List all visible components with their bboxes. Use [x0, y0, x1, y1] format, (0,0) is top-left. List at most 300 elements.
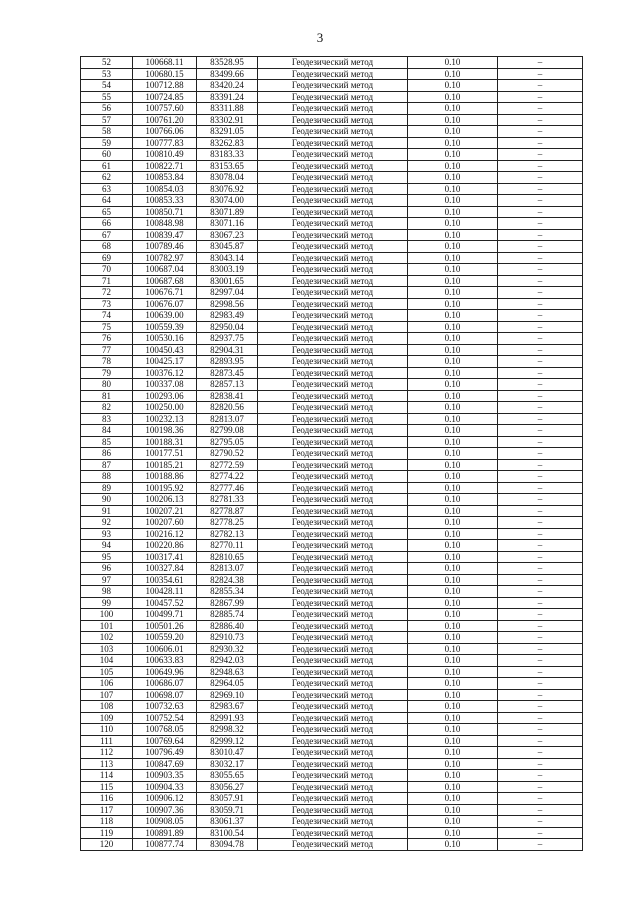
- x-coordinate-cell: 100680.15: [133, 68, 197, 80]
- method-cell: Геодезический метод: [258, 91, 408, 103]
- description-cell: –: [498, 91, 583, 103]
- accuracy-cell: 0.10: [408, 172, 498, 184]
- method-cell: Геодезический метод: [258, 793, 408, 805]
- accuracy-cell: 0.10: [408, 126, 498, 138]
- point-number-cell: 93: [81, 528, 133, 540]
- x-coordinate-cell: 100559.20: [133, 632, 197, 644]
- y-coordinate-cell: 83045.87: [197, 241, 258, 253]
- table-row: [81, 689, 583, 701]
- description-cell: –: [498, 114, 583, 126]
- description-cell: –: [498, 482, 583, 494]
- x-coordinate-cell: 100839.47: [133, 229, 197, 241]
- y-coordinate-cell: 82930.32: [197, 643, 258, 655]
- accuracy-cell: 0.10: [408, 793, 498, 805]
- point-number-cell: 120: [81, 839, 133, 851]
- accuracy-cell: 0.10: [408, 678, 498, 690]
- method-cell: Геодезический метод: [258, 218, 408, 230]
- point-number-cell: 72: [81, 287, 133, 299]
- x-coordinate-cell: 100853.84: [133, 172, 197, 184]
- x-coordinate-cell: 100848.98: [133, 218, 197, 230]
- x-coordinate-cell: 100766.06: [133, 126, 197, 138]
- description-cell: –: [498, 459, 583, 471]
- point-number-cell: 76: [81, 333, 133, 345]
- x-coordinate-cell: 100177.51: [133, 448, 197, 460]
- point-number-cell: 68: [81, 241, 133, 253]
- y-coordinate-cell: 83183.33: [197, 149, 258, 161]
- y-coordinate-cell: 82885.74: [197, 609, 258, 621]
- description-cell: –: [498, 701, 583, 713]
- accuracy-cell: 0.10: [408, 298, 498, 310]
- point-number-cell: 114: [81, 770, 133, 782]
- method-cell: Геодезический метод: [258, 149, 408, 161]
- y-coordinate-cell: 82999.12: [197, 735, 258, 747]
- table-row: [81, 574, 583, 586]
- point-number-cell: 75: [81, 321, 133, 333]
- table-row: [81, 620, 583, 632]
- x-coordinate-cell: 100757.60: [133, 103, 197, 115]
- coordinates-table-body: [81, 57, 583, 851]
- method-cell: Геодезический метод: [258, 517, 408, 529]
- x-coordinate-cell: 100195.92: [133, 482, 197, 494]
- y-coordinate-cell: 82781.33: [197, 494, 258, 506]
- point-number-cell: 100: [81, 609, 133, 621]
- point-number-cell: 108: [81, 701, 133, 713]
- method-cell: Геодезический метод: [258, 344, 408, 356]
- method-cell: Геодезический метод: [258, 321, 408, 333]
- table-row: [81, 310, 583, 322]
- x-coordinate-cell: 100559.39: [133, 321, 197, 333]
- point-number-cell: 61: [81, 160, 133, 172]
- method-cell: Геодезический метод: [258, 206, 408, 218]
- method-cell: Геодезический метод: [258, 195, 408, 207]
- x-coordinate-cell: 100686.07: [133, 678, 197, 690]
- table-row: [81, 770, 583, 782]
- method-cell: Геодезический метод: [258, 459, 408, 471]
- y-coordinate-cell: 83420.24: [197, 80, 258, 92]
- description-cell: –: [498, 793, 583, 805]
- description-cell: –: [498, 137, 583, 149]
- point-number-cell: 90: [81, 494, 133, 506]
- description-cell: –: [498, 586, 583, 598]
- point-number-cell: 54: [81, 80, 133, 92]
- accuracy-cell: 0.10: [408, 724, 498, 736]
- y-coordinate-cell: 83032.17: [197, 758, 258, 770]
- point-number-cell: 89: [81, 482, 133, 494]
- accuracy-cell: 0.10: [408, 287, 498, 299]
- description-cell: –: [498, 643, 583, 655]
- table-row: [81, 114, 583, 126]
- description-cell: –: [498, 183, 583, 195]
- x-coordinate-cell: 100530.16: [133, 333, 197, 345]
- point-number-cell: 86: [81, 448, 133, 460]
- method-cell: Геодезический метод: [258, 333, 408, 345]
- table-row: [81, 149, 583, 161]
- accuracy-cell: 0.10: [408, 689, 498, 701]
- accuracy-cell: 0.10: [408, 160, 498, 172]
- method-cell: Геодезический метод: [258, 597, 408, 609]
- accuracy-cell: 0.10: [408, 609, 498, 621]
- accuracy-cell: 0.10: [408, 195, 498, 207]
- x-coordinate-cell: 100850.71: [133, 206, 197, 218]
- y-coordinate-cell: 82813.07: [197, 413, 258, 425]
- x-coordinate-cell: 100354.61: [133, 574, 197, 586]
- point-number-cell: 119: [81, 827, 133, 839]
- table-row: [81, 758, 583, 770]
- description-cell: –: [498, 735, 583, 747]
- accuracy-cell: 0.10: [408, 827, 498, 839]
- method-cell: Геодезический метод: [258, 402, 408, 414]
- point-number-cell: 103: [81, 643, 133, 655]
- method-cell: Геодезический метод: [258, 678, 408, 690]
- description-cell: –: [498, 666, 583, 678]
- table-row: [81, 482, 583, 494]
- point-number-cell: 105: [81, 666, 133, 678]
- x-coordinate-cell: 100450.43: [133, 344, 197, 356]
- point-number-cell: 78: [81, 356, 133, 368]
- method-cell: Геодезический метод: [258, 229, 408, 241]
- y-coordinate-cell: 82983.49: [197, 310, 258, 322]
- table-row: [81, 241, 583, 253]
- x-coordinate-cell: 100676.71: [133, 287, 197, 299]
- point-number-cell: 67: [81, 229, 133, 241]
- table-row: [81, 367, 583, 379]
- point-number-cell: 96: [81, 563, 133, 575]
- accuracy-cell: 0.10: [408, 436, 498, 448]
- description-cell: –: [498, 275, 583, 287]
- description-cell: –: [498, 678, 583, 690]
- table-row: [81, 183, 583, 195]
- description-cell: –: [498, 321, 583, 333]
- accuracy-cell: 0.10: [408, 747, 498, 759]
- accuracy-cell: 0.10: [408, 310, 498, 322]
- method-cell: Геодезический метод: [258, 482, 408, 494]
- method-cell: Геодезический метод: [258, 298, 408, 310]
- x-coordinate-cell: 100317.41: [133, 551, 197, 563]
- x-coordinate-cell: 100810.49: [133, 149, 197, 161]
- table-row: [81, 609, 583, 621]
- point-number-cell: 70: [81, 264, 133, 276]
- method-cell: Геодезический метод: [258, 390, 408, 402]
- x-coordinate-cell: 100782.97: [133, 252, 197, 264]
- y-coordinate-cell: 83071.89: [197, 206, 258, 218]
- table-row: [81, 678, 583, 690]
- description-cell: –: [498, 68, 583, 80]
- x-coordinate-cell: 100724.85: [133, 91, 197, 103]
- accuracy-cell: 0.10: [408, 356, 498, 368]
- x-coordinate-cell: 100327.84: [133, 563, 197, 575]
- y-coordinate-cell: 83076.92: [197, 183, 258, 195]
- y-coordinate-cell: 83094.78: [197, 839, 258, 851]
- method-cell: Геодезический метод: [258, 68, 408, 80]
- description-cell: –: [498, 436, 583, 448]
- y-coordinate-cell: 82991.93: [197, 712, 258, 724]
- x-coordinate-cell: 100769.64: [133, 735, 197, 747]
- table-row: [81, 229, 583, 241]
- y-coordinate-cell: 82983.67: [197, 701, 258, 713]
- y-coordinate-cell: 82778.87: [197, 505, 258, 517]
- description-cell: –: [498, 218, 583, 230]
- description-cell: –: [498, 540, 583, 552]
- description-cell: –: [498, 367, 583, 379]
- x-coordinate-cell: 100853.33: [133, 195, 197, 207]
- point-number-cell: 58: [81, 126, 133, 138]
- accuracy-cell: 0.10: [408, 574, 498, 586]
- table-row: [81, 494, 583, 506]
- point-number-cell: 56: [81, 103, 133, 115]
- accuracy-cell: 0.10: [408, 712, 498, 724]
- table-row: [81, 804, 583, 816]
- table-row: [81, 275, 583, 287]
- description-cell: –: [498, 816, 583, 828]
- y-coordinate-cell: 82937.75: [197, 333, 258, 345]
- method-cell: Геодезический метод: [258, 425, 408, 437]
- page-number: 3: [316, 30, 324, 45]
- point-number-cell: 73: [81, 298, 133, 310]
- table-row: [81, 471, 583, 483]
- x-coordinate-cell: 100425.17: [133, 356, 197, 368]
- accuracy-cell: 0.10: [408, 540, 498, 552]
- accuracy-cell: 0.10: [408, 425, 498, 437]
- x-coordinate-cell: 100903.35: [133, 770, 197, 782]
- point-number-cell: 84: [81, 425, 133, 437]
- table-row: [81, 137, 583, 149]
- method-cell: Геодезический метод: [258, 632, 408, 644]
- table-row: [81, 827, 583, 839]
- table-row: [81, 402, 583, 414]
- method-cell: Геодезический метод: [258, 310, 408, 322]
- description-cell: –: [498, 724, 583, 736]
- method-cell: Геодезический метод: [258, 770, 408, 782]
- y-coordinate-cell: 82997.04: [197, 287, 258, 299]
- y-coordinate-cell: 82820.56: [197, 402, 258, 414]
- x-coordinate-cell: 100854.03: [133, 183, 197, 195]
- y-coordinate-cell: 82893.95: [197, 356, 258, 368]
- x-coordinate-cell: 100768.05: [133, 724, 197, 736]
- accuracy-cell: 0.10: [408, 563, 498, 575]
- x-coordinate-cell: 100639.00: [133, 310, 197, 322]
- y-coordinate-cell: 83291.05: [197, 126, 258, 138]
- x-coordinate-cell: 100185.21: [133, 459, 197, 471]
- point-number-cell: 57: [81, 114, 133, 126]
- y-coordinate-cell: 83311.88: [197, 103, 258, 115]
- point-number-cell: 87: [81, 459, 133, 471]
- description-cell: –: [498, 425, 583, 437]
- y-coordinate-cell: 83010.47: [197, 747, 258, 759]
- point-number-cell: 81: [81, 390, 133, 402]
- point-number-cell: 85: [81, 436, 133, 448]
- point-number-cell: 63: [81, 183, 133, 195]
- method-cell: Геодезический метод: [258, 701, 408, 713]
- method-cell: Геодезический метод: [258, 103, 408, 115]
- x-coordinate-cell: 100232.13: [133, 413, 197, 425]
- y-coordinate-cell: 82777.46: [197, 482, 258, 494]
- description-cell: –: [498, 241, 583, 253]
- y-coordinate-cell: 83003.19: [197, 264, 258, 276]
- table-row: [81, 701, 583, 713]
- table-row: [81, 747, 583, 759]
- x-coordinate-cell: 100687.68: [133, 275, 197, 287]
- description-cell: –: [498, 310, 583, 322]
- table-row: [81, 172, 583, 184]
- table-row: [81, 80, 583, 92]
- table-row: [81, 517, 583, 529]
- method-cell: Геодезический метод: [258, 574, 408, 586]
- y-coordinate-cell: 82782.13: [197, 528, 258, 540]
- accuracy-cell: 0.10: [408, 413, 498, 425]
- description-cell: –: [498, 229, 583, 241]
- method-cell: Геодезический метод: [258, 735, 408, 747]
- description-cell: –: [498, 770, 583, 782]
- accuracy-cell: 0.10: [408, 655, 498, 667]
- point-number-cell: 110: [81, 724, 133, 736]
- x-coordinate-cell: 100822.71: [133, 160, 197, 172]
- accuracy-cell: 0.10: [408, 816, 498, 828]
- y-coordinate-cell: 82910.73: [197, 632, 258, 644]
- table-row: [81, 839, 583, 851]
- accuracy-cell: 0.10: [408, 781, 498, 793]
- accuracy-cell: 0.10: [408, 482, 498, 494]
- method-cell: Геодезический метод: [258, 505, 408, 517]
- y-coordinate-cell: 82998.56: [197, 298, 258, 310]
- y-coordinate-cell: 82790.52: [197, 448, 258, 460]
- method-cell: Геодезический метод: [258, 712, 408, 724]
- description-cell: –: [498, 505, 583, 517]
- description-cell: –: [498, 804, 583, 816]
- description-cell: –: [498, 827, 583, 839]
- x-coordinate-cell: 100906.12: [133, 793, 197, 805]
- x-coordinate-cell: 100712.88: [133, 80, 197, 92]
- accuracy-cell: 0.10: [408, 839, 498, 851]
- accuracy-cell: 0.10: [408, 494, 498, 506]
- description-cell: –: [498, 747, 583, 759]
- point-number-cell: 109: [81, 712, 133, 724]
- accuracy-cell: 0.10: [408, 241, 498, 253]
- accuracy-cell: 0.10: [408, 264, 498, 276]
- point-number-cell: 118: [81, 816, 133, 828]
- point-number-cell: 104: [81, 655, 133, 667]
- table-row: [81, 793, 583, 805]
- y-coordinate-cell: 82772.59: [197, 459, 258, 471]
- point-number-cell: 69: [81, 252, 133, 264]
- x-coordinate-cell: 100633.83: [133, 655, 197, 667]
- point-number-cell: 117: [81, 804, 133, 816]
- point-number-cell: 111: [81, 735, 133, 747]
- description-cell: –: [498, 551, 583, 563]
- x-coordinate-cell: 100668.11: [133, 57, 197, 69]
- y-coordinate-cell: 82873.45: [197, 367, 258, 379]
- method-cell: Геодезический метод: [258, 413, 408, 425]
- method-cell: Геодезический метод: [258, 287, 408, 299]
- table-row: [81, 91, 583, 103]
- description-cell: –: [498, 160, 583, 172]
- x-coordinate-cell: 100216.12: [133, 528, 197, 540]
- accuracy-cell: 0.10: [408, 620, 498, 632]
- point-number-cell: 107: [81, 689, 133, 701]
- x-coordinate-cell: 100499.71: [133, 609, 197, 621]
- description-cell: –: [498, 172, 583, 184]
- x-coordinate-cell: 100501.26: [133, 620, 197, 632]
- point-number-cell: 92: [81, 517, 133, 529]
- y-coordinate-cell: 82886.40: [197, 620, 258, 632]
- table-row: [81, 459, 583, 471]
- table-row: [81, 540, 583, 552]
- y-coordinate-cell: 83078.04: [197, 172, 258, 184]
- method-cell: Геодезический метод: [258, 620, 408, 632]
- table-row: [81, 413, 583, 425]
- y-coordinate-cell: 82942.03: [197, 655, 258, 667]
- coordinates-table: [80, 56, 583, 851]
- x-coordinate-cell: 100687.04: [133, 264, 197, 276]
- y-coordinate-cell: 82904.31: [197, 344, 258, 356]
- description-cell: –: [498, 528, 583, 540]
- description-cell: –: [498, 494, 583, 506]
- table-row: [81, 344, 583, 356]
- x-coordinate-cell: 100877.74: [133, 839, 197, 851]
- accuracy-cell: 0.10: [408, 758, 498, 770]
- method-cell: Геодезический метод: [258, 367, 408, 379]
- method-cell: Геодезический метод: [258, 183, 408, 195]
- y-coordinate-cell: 83071.16: [197, 218, 258, 230]
- description-cell: –: [498, 471, 583, 483]
- accuracy-cell: 0.10: [408, 597, 498, 609]
- description-cell: –: [498, 356, 583, 368]
- point-number-cell: 102: [81, 632, 133, 644]
- description-cell: –: [498, 195, 583, 207]
- point-number-cell: 95: [81, 551, 133, 563]
- description-cell: –: [498, 574, 583, 586]
- table-row: [81, 586, 583, 598]
- point-number-cell: 113: [81, 758, 133, 770]
- description-cell: –: [498, 597, 583, 609]
- method-cell: Геодезический метод: [258, 563, 408, 575]
- description-cell: –: [498, 264, 583, 276]
- y-coordinate-cell: 82855.34: [197, 586, 258, 598]
- accuracy-cell: 0.10: [408, 586, 498, 598]
- x-coordinate-cell: 100908.05: [133, 816, 197, 828]
- accuracy-cell: 0.10: [408, 505, 498, 517]
- accuracy-cell: 0.10: [408, 390, 498, 402]
- table-row: [81, 298, 583, 310]
- table-row: [81, 264, 583, 276]
- accuracy-cell: 0.10: [408, 643, 498, 655]
- method-cell: Геодезический метод: [258, 655, 408, 667]
- point-number-cell: 66: [81, 218, 133, 230]
- method-cell: Геодезический метод: [258, 252, 408, 264]
- method-cell: Геодезический метод: [258, 666, 408, 678]
- accuracy-cell: 0.10: [408, 459, 498, 471]
- method-cell: Геодезический метод: [258, 160, 408, 172]
- point-number-cell: 83: [81, 413, 133, 425]
- x-coordinate-cell: 100293.06: [133, 390, 197, 402]
- y-coordinate-cell: 82795.05: [197, 436, 258, 448]
- description-cell: –: [498, 563, 583, 575]
- method-cell: Геодезический метод: [258, 689, 408, 701]
- table-row: [81, 160, 583, 172]
- y-coordinate-cell: 83100.54: [197, 827, 258, 839]
- method-cell: Геодезический метод: [258, 436, 408, 448]
- description-cell: –: [498, 379, 583, 391]
- x-coordinate-cell: 100337.08: [133, 379, 197, 391]
- point-number-cell: 82: [81, 402, 133, 414]
- point-number-cell: 62: [81, 172, 133, 184]
- accuracy-cell: 0.10: [408, 402, 498, 414]
- description-cell: –: [498, 287, 583, 299]
- x-coordinate-cell: 100188.86: [133, 471, 197, 483]
- x-coordinate-cell: 100796.49: [133, 747, 197, 759]
- point-number-cell: 88: [81, 471, 133, 483]
- table-row: [81, 655, 583, 667]
- description-cell: –: [498, 252, 583, 264]
